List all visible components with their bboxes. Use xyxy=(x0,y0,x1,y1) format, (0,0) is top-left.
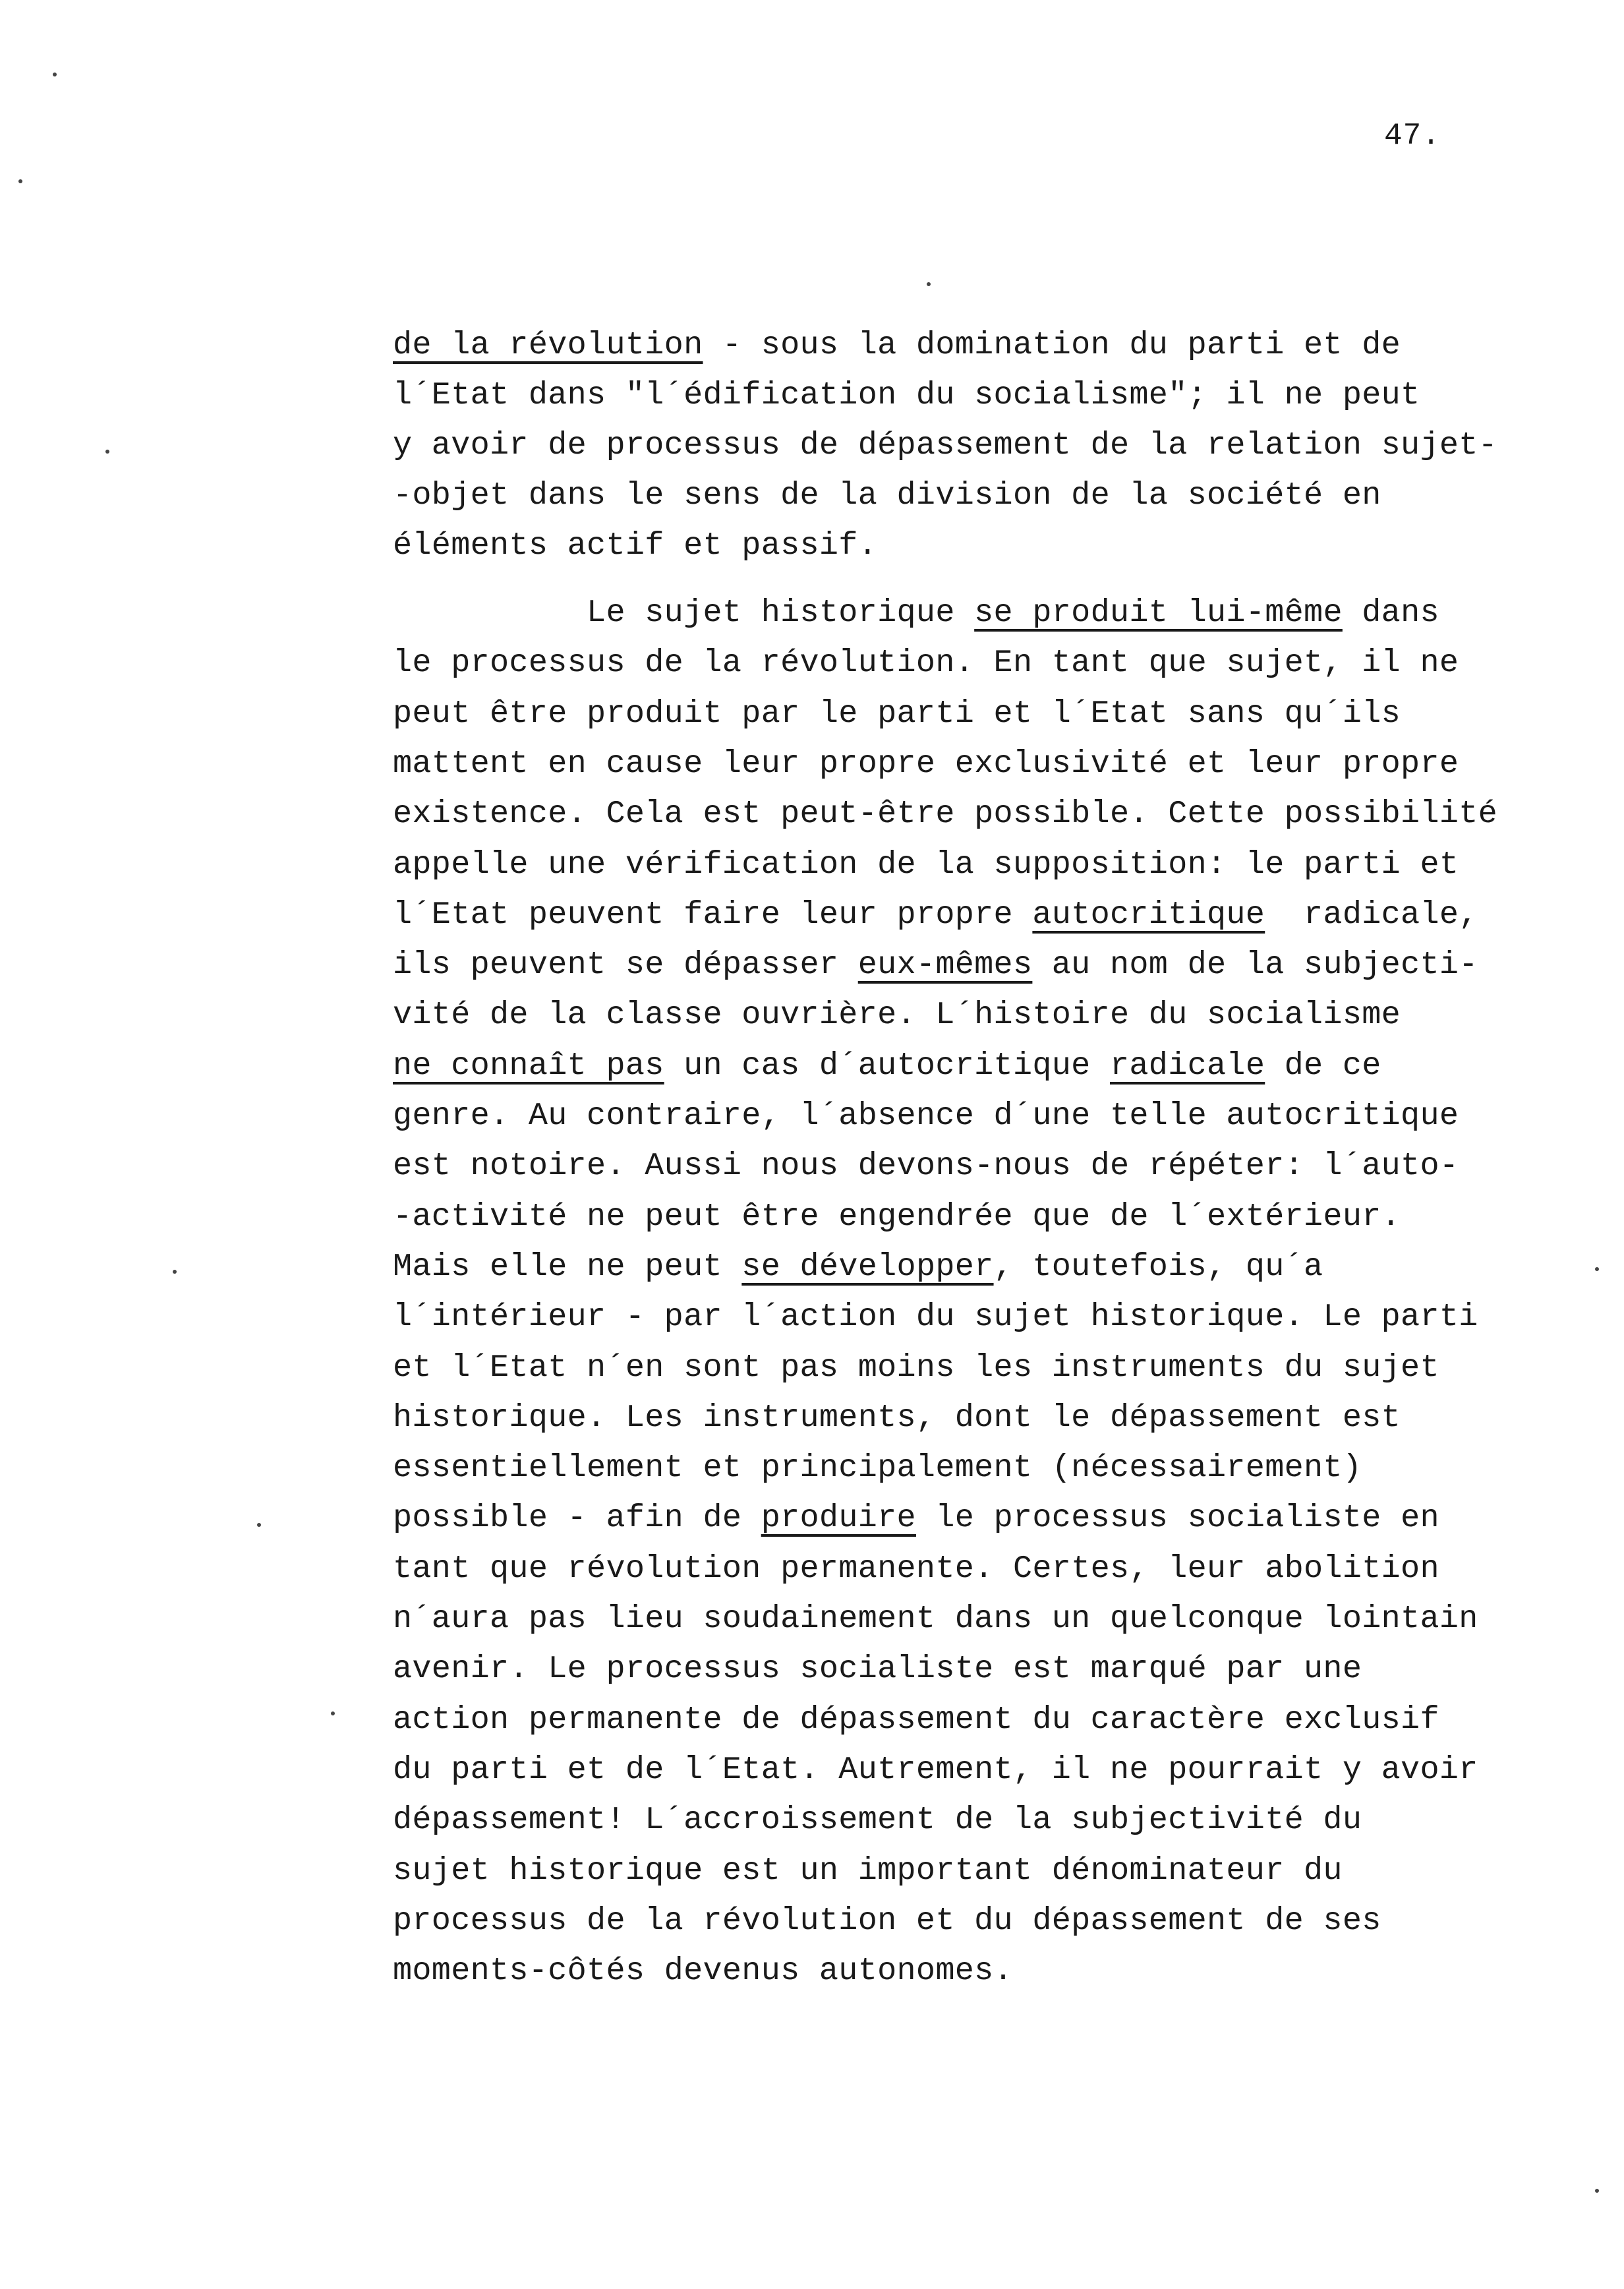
text-segment: un cas d´autocritique xyxy=(664,1047,1110,1084)
text-segment: -objet dans le sens de la division de la société en xyxy=(393,477,1381,514)
text-line xyxy=(393,1198,1401,1235)
text-line xyxy=(393,427,1498,463)
text-segment: essentiellement et principalement (nécessairement) xyxy=(393,1450,1362,1487)
underlined-text: radicale xyxy=(1109,1047,1265,1084)
text-line xyxy=(393,377,1420,413)
text-line xyxy=(393,1550,1439,1587)
underlined-text: se développer xyxy=(741,1248,994,1285)
text-line xyxy=(393,1701,1439,1738)
text-line xyxy=(393,1603,1478,1636)
text-line xyxy=(393,647,1459,680)
scan-speck xyxy=(105,450,109,454)
text-segment: appelle une vérification de la supposition: le parti et xyxy=(393,846,1459,883)
text-segment: l´Etat peuvent faire leur propre xyxy=(393,896,1033,933)
underlined-text: de la révolution xyxy=(393,327,703,363)
text-line xyxy=(393,1804,1362,1837)
text-line xyxy=(393,1751,1478,1788)
text-line xyxy=(393,1502,1439,1535)
scan-speck xyxy=(173,1270,177,1274)
underlined-text: produire xyxy=(761,1500,916,1537)
text-segment: action permanente de dépassement du caractère exclusif xyxy=(393,1701,1439,1738)
scan-speck xyxy=(257,1523,261,1527)
text-line xyxy=(393,1452,1362,1485)
text-segment: moments-côtés devenus autonomes. xyxy=(393,1953,1013,1990)
text-line xyxy=(393,1653,1362,1686)
text-segment: le processus de la révolution. En tant que sujet, il ne xyxy=(393,645,1459,682)
text-segment: peut être produit par le parti et l´Etat sans qu´ils xyxy=(393,695,1401,732)
text-line xyxy=(393,1349,1439,1386)
scan-speck xyxy=(1595,2189,1599,2193)
text-segment: ils peuvent se dépasser xyxy=(393,947,858,984)
text-segment: possible - afin de xyxy=(393,1500,761,1537)
underlined-text: ne connaît pas xyxy=(393,1047,664,1084)
text-segment: y avoir de processus de dépassement de la relation sujet- xyxy=(393,427,1498,463)
text-segment: - sous la domination du parti et de xyxy=(703,327,1401,363)
text-segment: et l´Etat n´en sont pas moins les instruments du sujet xyxy=(393,1349,1439,1386)
text-segment: avenir. Le processus socialiste est marqué par une xyxy=(393,1651,1362,1688)
page-number: 47. xyxy=(1384,119,1441,153)
text-segment: sujet historique est un important dénominateur du xyxy=(393,1852,1343,1889)
scan-speck xyxy=(18,179,22,183)
text-segment: de ce xyxy=(1265,1047,1381,1084)
text-line xyxy=(393,1399,1401,1436)
text-segment: tant que révolution permanente. Certes, leur abolition xyxy=(393,1550,1439,1587)
text-segment: processus de la révolution et du dépassement de ses xyxy=(393,1902,1381,1939)
text-line xyxy=(393,999,1401,1032)
text-segment: l´intérieur - par l´action du sujet historique. Le parti xyxy=(393,1299,1478,1336)
text-line xyxy=(393,1902,1381,1939)
text-segment: -activité ne peut être engendrée que de l´extérieur. xyxy=(393,1198,1401,1235)
text-segment: au nom de la subjecti- xyxy=(1032,947,1478,984)
text-segment: l´Etat dans "l´édification du socialisme"; il ne peut xyxy=(393,377,1420,413)
text-segment: dans xyxy=(1342,595,1439,631)
text-line xyxy=(393,1100,1459,1133)
text-line xyxy=(393,1955,1013,1988)
text-segment: mattent en cause leur propre exclusivité et leur propre xyxy=(393,745,1459,782)
text-line xyxy=(393,1047,1381,1084)
text-line xyxy=(393,846,1459,883)
text-line xyxy=(393,896,1478,933)
text-segment: dépassement! L´accroissement de la subjectivité du xyxy=(393,1802,1362,1839)
text-segment: , toutefois, qu´a xyxy=(993,1248,1323,1285)
text-line xyxy=(393,1150,1459,1183)
underlined-text: se produit lui-même xyxy=(974,595,1343,631)
scan-speck xyxy=(53,73,57,76)
text-line xyxy=(393,695,1401,732)
text-line xyxy=(393,798,1497,831)
text-line xyxy=(393,527,878,564)
text-segment: Mais elle ne peut xyxy=(393,1248,742,1285)
text-line xyxy=(393,477,1381,514)
text-segment: du parti et de l´Etat. Autrement, il ne pourrait y avoir xyxy=(393,1751,1478,1788)
text-segment: Le sujet historique xyxy=(393,595,975,631)
text-segment: éléments actif et passif. xyxy=(393,527,878,564)
text-line xyxy=(393,327,1401,363)
text-line xyxy=(393,949,1478,982)
scan-speck xyxy=(331,1711,335,1715)
text-segment: historique. Les instruments, dont le dépassement est xyxy=(393,1399,1401,1436)
text-segment: est notoire. Aussi nous devons-nous de répéter: l´auto- xyxy=(393,1148,1459,1185)
text-line xyxy=(393,1852,1343,1889)
text-line xyxy=(393,597,1439,630)
text-line xyxy=(393,745,1459,782)
text-segment: le processus socialiste en xyxy=(915,1500,1439,1537)
text-line xyxy=(393,1301,1478,1334)
text-line xyxy=(393,1248,1323,1285)
scan-speck xyxy=(1595,1267,1599,1271)
text-segment: genre. Au contraire, l´absence d´une telle autocritique xyxy=(393,1098,1459,1134)
text-segment: n´aura pas lieu soudainement dans un quelconque lointain xyxy=(393,1601,1478,1637)
underlined-text: eux-mêmes xyxy=(857,947,1033,984)
underlined-text: autocritique xyxy=(1032,896,1265,933)
text-segment: radicale, xyxy=(1265,896,1478,933)
text-segment: existence. Cela est peut-être possible. Cette possibilité xyxy=(393,796,1498,833)
text-segment: vité de la classe ouvrière. L´histoire du socialisme xyxy=(393,997,1401,1034)
scan-speck xyxy=(927,282,931,286)
